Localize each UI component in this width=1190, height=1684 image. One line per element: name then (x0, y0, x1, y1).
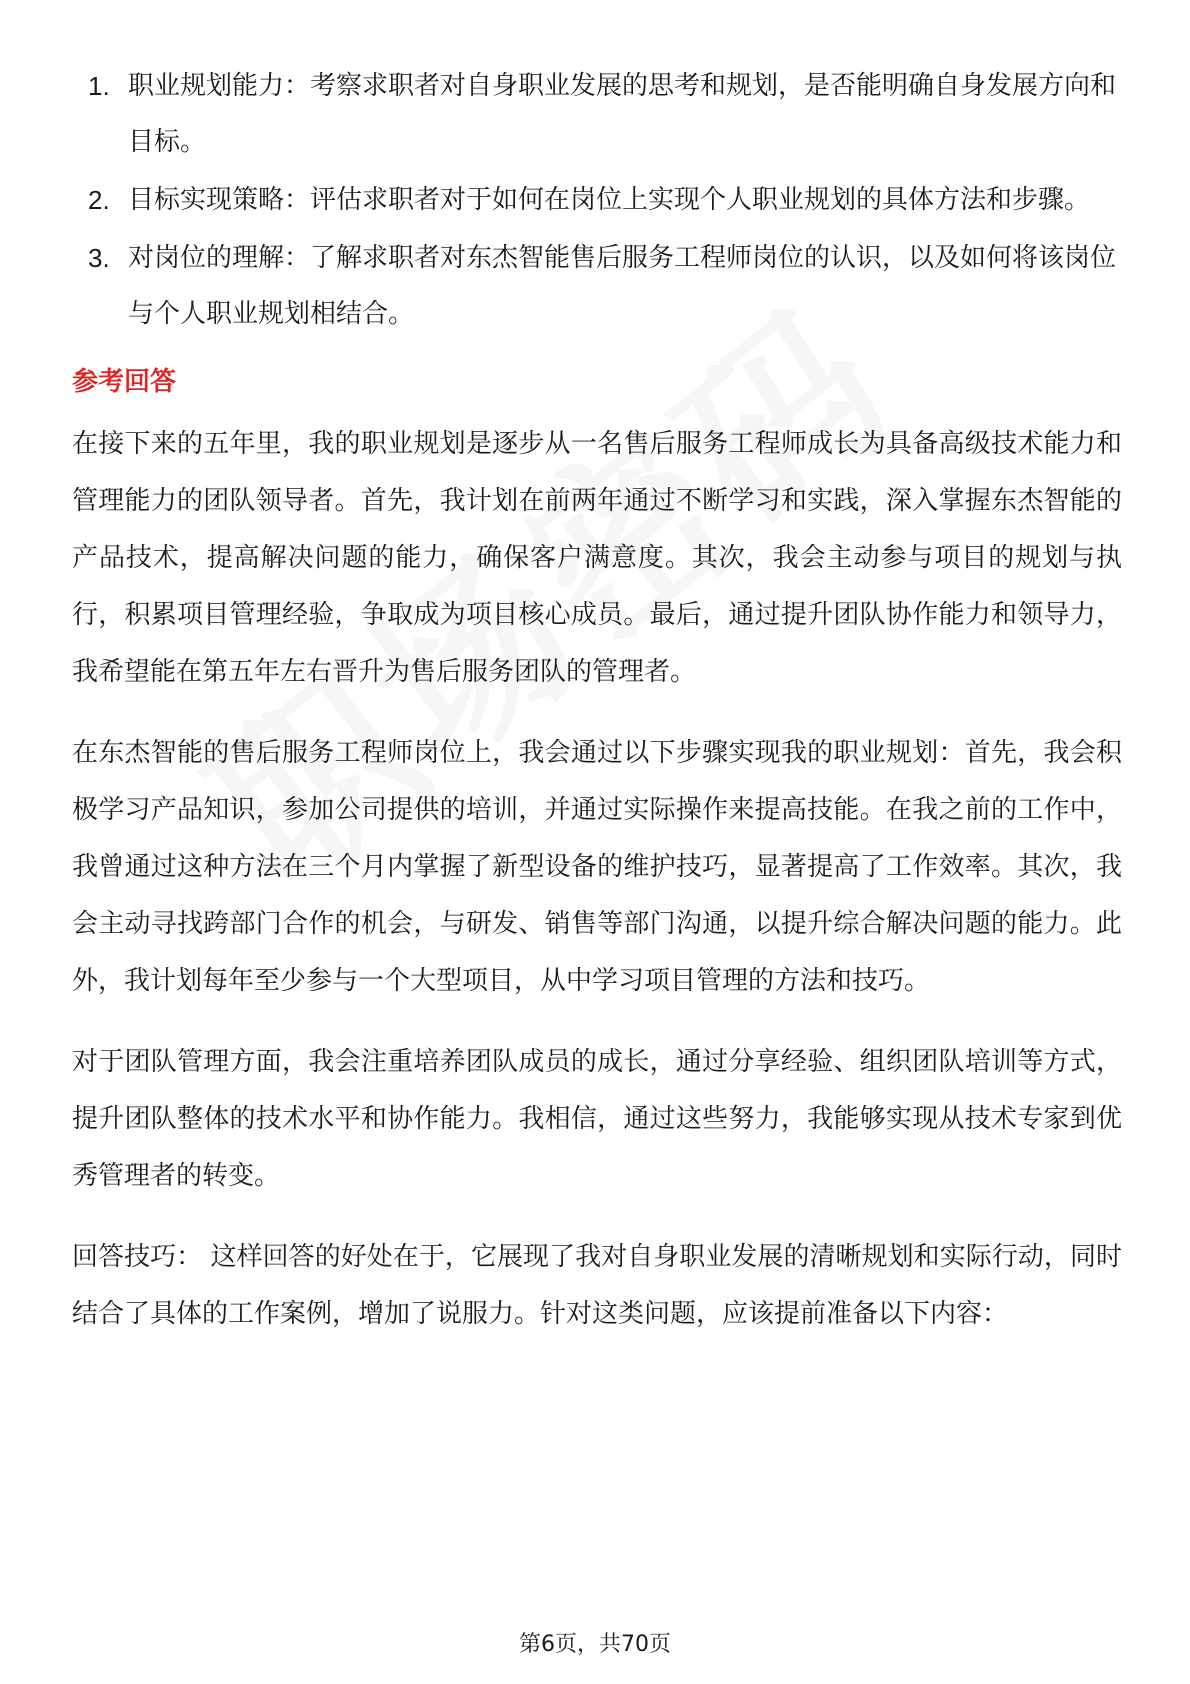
list-item-number: 2. (88, 185, 110, 215)
list-item (72, 230, 1122, 342)
list-item-text: 职业规划能力：考察求职者对自身职业发展的思考和规划，是否能明确自身发展方向和目标。 (128, 71, 1117, 157)
page-content (72, 58, 1122, 1367)
answer-paragraph: 在东杰智能的售后服务工程师岗位上，我会通过以下步骤实现我的职业规划：首先，我会积极学习产品知识，参加公司提供的培训，并通过实际操作来提高技能。在我之前的工作中，我曾通过这种方法在三个月内掌握了新型设备的维护技巧，显著提高了工作效率。其次，我会主动寻找跨部门合作的机会，与研发、销售等部门沟通，以提升综合解决问题的能力。此外，我计划每年至少参与一个大型项目，从中学习项目管理的方法和技巧。 (72, 738, 1122, 996)
list-item-text: 目标实现策略：评估求职者对于如何在岗位上实现个人职业规划的具体方法和步骤。 (128, 185, 1091, 215)
list-item-number: 3. (88, 243, 110, 273)
list-item (72, 58, 1122, 170)
answer-paragraph: 对于团队管理方面，我会注重培养团队成员的成长，通过分享经验、组织团队培训等方式，提升团队整体的技术水平和协作能力。我相信，通过这些努力，我能够实现从技术专家到优秀管理者的转变。 (72, 1047, 1122, 1191)
reference-answer-heading: 参考回答 (72, 367, 177, 397)
list-item (72, 172, 1122, 228)
answer-paragraph: 在接下来的五年里，我的职业规划是逐步从一名售后服务工程师成长为具备高级技术能力和管理能力的团队领导者。首先，我计划在前两年通过不断学习和实践，深入掌握东杰智能的产品技术，提高解决问题的能力，确保客户满意度。其次，我会主动参与项目的规划与执行，积累项目管理经验，争取成为项目核心成员。最后，通过提升团队协作能力和领导力，我希望能在第五年左右晋升为售后服务团队的管理者。 (72, 429, 1122, 687)
answer-tips-paragraph: 回答技巧： 这样回答的好处在于，它展现了我对自身职业发展的清晰规划和实际行动，同时结合了具体的工作案例，增加了说服力。针对这类问题，应该提前准备以下内容： (72, 1242, 1122, 1329)
page-number-footer: 第6页，共70页 (519, 1632, 671, 1657)
list-item-number: 1. (88, 71, 110, 101)
criteria-list (72, 58, 1122, 342)
list-item-text: 对岗位的理解：了解求职者对东杰智能售后服务工程师岗位的认识，以及如何将该岗位与个人职业规划相结合。 (128, 243, 1117, 329)
